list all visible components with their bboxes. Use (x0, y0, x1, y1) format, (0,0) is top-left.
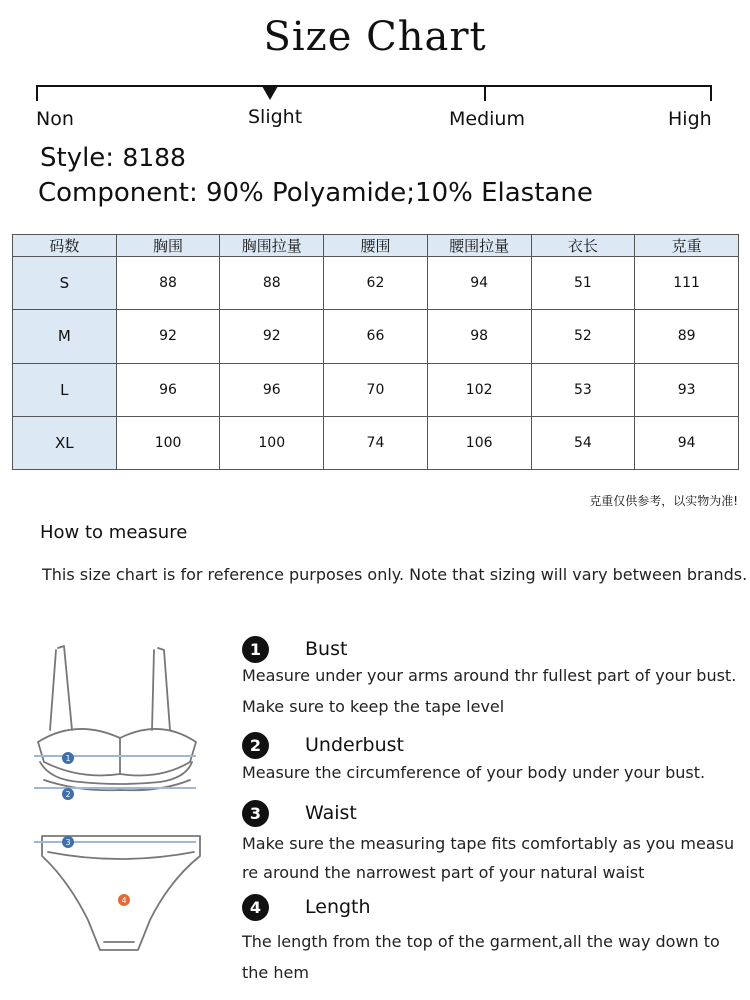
header-cell: 克重 (635, 235, 739, 257)
style-line (40, 143, 186, 173)
stretch-scale (36, 80, 714, 140)
step-1-title: Bust (305, 638, 348, 660)
table-header-row (13, 235, 739, 257)
step-3-line-2: re around the narrowest part of your natural waist (242, 863, 645, 882)
step-1-line-2: Make sure to keep the tape level (242, 697, 505, 716)
table-cell: 52 (531, 310, 635, 363)
bikini-diagram-icon (20, 630, 220, 970)
component-line: Component: 90% Polyamide;10% Elastane (38, 178, 593, 208)
header-cell: 胸围 (116, 235, 220, 257)
stretch-label-medium: Medium (449, 108, 525, 130)
table-row (13, 257, 739, 310)
table-row (13, 310, 739, 363)
marker-3-icon (62, 836, 74, 848)
svg-text:1: 1 (65, 754, 71, 763)
step-4-line-2: the hem (242, 963, 309, 982)
marker-1-icon (62, 752, 74, 764)
table-cell: 62 (324, 257, 428, 310)
table-cell: 89 (635, 310, 739, 363)
step-3-title: Waist (305, 802, 357, 824)
table-cell: 96 (116, 363, 220, 416)
table-cell: 74 (324, 416, 428, 469)
table-cell: 102 (427, 363, 531, 416)
table-cell: 96 (220, 363, 324, 416)
marker-2-icon (62, 788, 74, 800)
step-4-line-1: The length from the top of the garment,all the way down to (242, 932, 720, 951)
stretch-tick-medium (484, 85, 486, 101)
size-cell: S (13, 257, 117, 310)
table-row (13, 416, 739, 469)
svg-text:2: 2 (65, 790, 71, 799)
step-3-line-1: Make sure the measuring tape fits comfortably as you measu (242, 834, 735, 853)
page-title: Size Chart (263, 14, 487, 60)
stretch-label-slight: Slight (248, 106, 303, 128)
table-cell: 92 (116, 310, 220, 363)
header-cell: 码数 (13, 235, 117, 257)
table-row (13, 363, 739, 416)
step-2-title: Underbust (305, 734, 404, 756)
style-label: Style: (40, 143, 115, 173)
table-cell: 70 (324, 363, 428, 416)
how-to-measure-heading: How to measure (40, 522, 188, 543)
step-1-number-icon: 1 (242, 636, 269, 663)
bikini-measurement-illustration (20, 630, 220, 970)
size-table (12, 234, 739, 470)
table-cell: 54 (531, 416, 635, 469)
table-cell: 94 (635, 416, 739, 469)
table-cell: 100 (220, 416, 324, 469)
size-cell: L (13, 363, 117, 416)
size-cell: M (13, 310, 117, 363)
table-cell: 98 (427, 310, 531, 363)
step-3-number-icon: 3 (242, 800, 269, 827)
table-cell: 100 (116, 416, 220, 469)
stretch-label-high: High (668, 108, 712, 130)
step-2-number-icon: 2 (242, 732, 269, 759)
table-cell: 111 (635, 257, 739, 310)
stretch-label-non: Non (36, 108, 74, 130)
table-cell: 94 (427, 257, 531, 310)
step-2-line-1: Measure the circumference of your body under your bust. (242, 763, 706, 782)
table-cell: 66 (324, 310, 428, 363)
header-cell: 胸围拉量 (220, 235, 324, 257)
step-1-line-1: Measure under your arms around thr fullest part of your bust. (242, 666, 737, 685)
stretch-tick-non (36, 85, 38, 101)
step-4-title: Length (305, 896, 371, 918)
table-cell: 106 (427, 416, 531, 469)
disclaimer-text: This size chart is for reference purposes only. Note that sizing will vary between brands. (42, 565, 748, 584)
stretch-scale-line (38, 85, 712, 87)
svg-text:3: 3 (65, 838, 71, 847)
header-cell: 腰围拉量 (427, 235, 531, 257)
header-cell: 衣长 (531, 235, 635, 257)
style-value: 8188 (122, 143, 186, 172)
table-cell: 93 (635, 363, 739, 416)
table-cell: 88 (220, 257, 324, 310)
table-cell: 88 (116, 257, 220, 310)
table-cell: 92 (220, 310, 324, 363)
step-4-number-icon: 4 (242, 894, 269, 921)
stretch-selected-marker-icon (262, 86, 278, 100)
stretch-tick-high (710, 85, 712, 101)
marker-4-icon (118, 894, 130, 906)
weight-note: 克重仅供参考，以实物为准! (589, 494, 738, 508)
table-cell: 51 (531, 257, 635, 310)
header-cell: 腰围 (324, 235, 428, 257)
size-cell: XL (13, 416, 117, 469)
table-cell: 53 (531, 363, 635, 416)
svg-text:4: 4 (121, 896, 127, 905)
